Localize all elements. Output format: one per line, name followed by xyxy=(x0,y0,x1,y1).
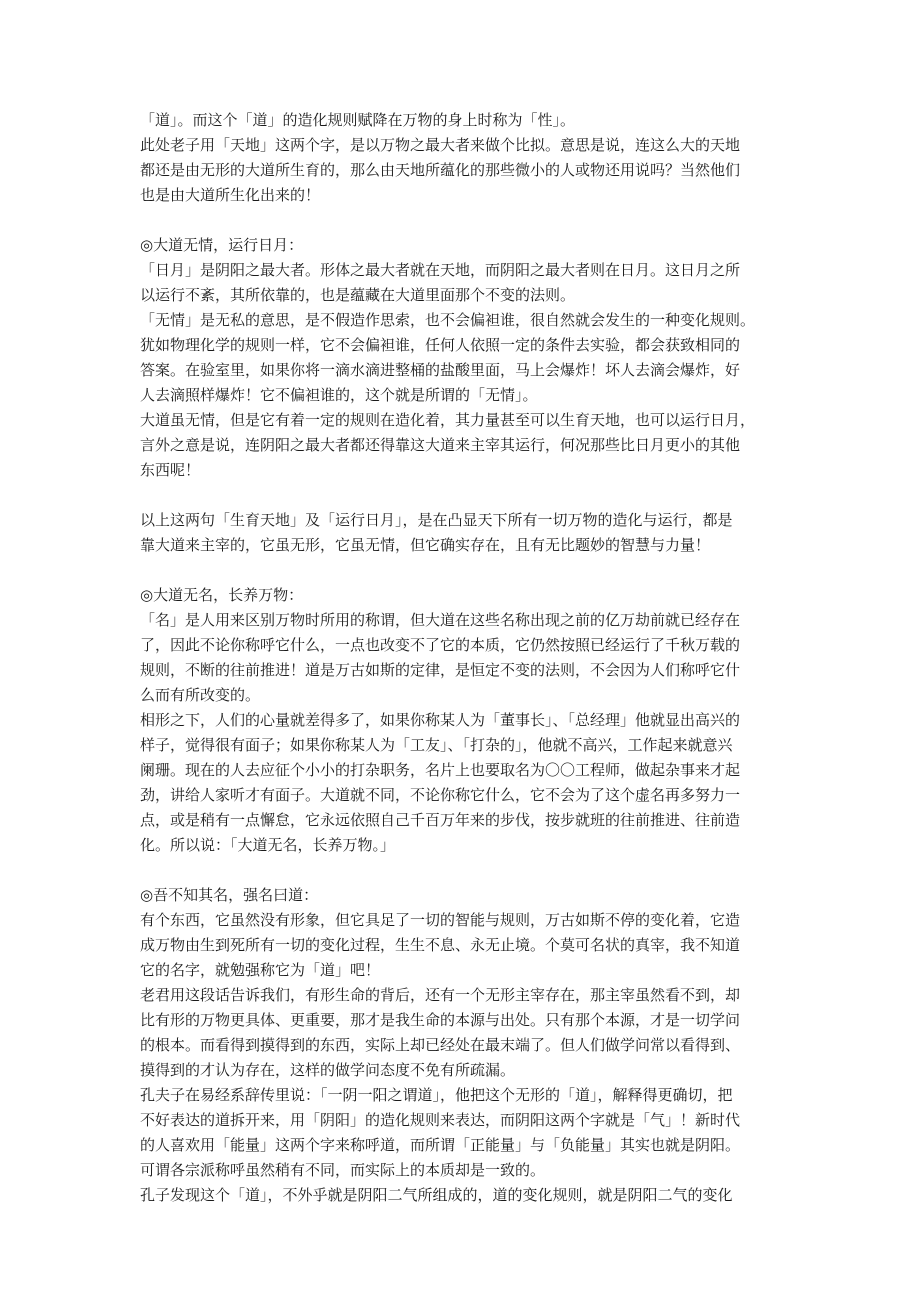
text-line: 劲，讲给人家听才有面子。大道就不同，不论你称它什么，它不会为了这个虚名再多努力一 xyxy=(140,786,741,804)
section-heading: ◎大道无情，运行日月： xyxy=(140,236,304,254)
text-line: 有个东西，它虽然没有形象，但它具足了一切的智能与规则，万古如斯不停的变化着，它造 xyxy=(140,911,741,929)
paragraph-spacer xyxy=(140,858,790,883)
text-line: 的人喜欢用「能量」这两个字来称呼道，而所谓「正能量」与「负能量」其实也就是阴阳。 xyxy=(140,1136,741,1154)
paragraph-spacer xyxy=(140,558,790,583)
text-line: 摸得到的才认为存在，这样的做学问态度不免有所疏漏。 xyxy=(140,1061,516,1079)
paragraph-spacer xyxy=(140,483,790,508)
text-line: 以运行不紊，其所依靠的，也是蕴藏在大道里面那个不变的法则。 xyxy=(140,286,576,304)
text-line: 化。所以说：「大道无名，长养万物。」 xyxy=(140,836,396,854)
text-line: 比有形的万物更具体、更重要，那才是我生命的本源与出处。只有那个本源，才是一切学问 xyxy=(140,1011,741,1029)
text-line: 「名」是人用来区别万物时所用的称谓，但大道在这些名称出现之前的亿万劫前就已经存在 xyxy=(140,611,741,629)
text-line: 「道」。而这个「道」的造化规则赋降在万物的身上时称为「性」。 xyxy=(140,111,576,129)
text-line: 人去滴照样爆炸！它不偏袒谁的，这个就是所谓的「无情」。 xyxy=(140,386,538,404)
text-line: 「日月」是阴阳之最大者。形体之最大者就在天地，而阴阳之最大者则在日月。这日月之所 xyxy=(140,261,741,279)
text-line: 的根本。而看得到摸得到的东西，实际上却已经处在最末端了。但人们做学问常以看得到、 xyxy=(140,1036,741,1054)
paragraph-spacer xyxy=(140,208,790,233)
text-line: 规则，不断的往前推进！道是万古如斯的定律，是恒定不变的法则，不会因为人们称呼它什 xyxy=(140,661,741,679)
text-line: 大道虽无情，但是它有着一定的规则在造化着，其力量甚至可以生育天地，也可以运行日月， xyxy=(140,411,756,429)
text-line: 孔子发现这个「道」，不外乎就是阴阳二气所组成的，道的变化规则，就是阴阳二气的变化 xyxy=(140,1186,733,1204)
text-line: 「无情」是无私的意思，是不假造作思索，也不会偏袒谁，很自然就会发生的一种变化规则。 xyxy=(140,311,756,329)
text-line: 也是由大道所生化出来的！ xyxy=(140,186,321,204)
text-line: 成万物由生到死所有一切的变化过程，生生不息、永无止境。个莫可名状的真宰，我不知道 xyxy=(140,936,741,954)
text-line: 以上这两句「生育天地」及「运行日月」，是在凸显天下所有一切万物的造化与运行，都是 xyxy=(140,511,733,529)
text-line: 靠大道来主宰的，它虽无形，它虽无情，但它确实存在，且有无比题妙的智慧与力量！ xyxy=(140,536,711,554)
text-line: 老君用这段话告诉我们，有形生命的背后，还有一个无形主宰存在，那主宰虽然看不到，却 xyxy=(140,986,741,1004)
text-line: 它的名字，就勉强称它为「道」吧！ xyxy=(140,961,381,979)
text-line: 东西呢！ xyxy=(140,461,201,479)
text-line: 了，因此不论你称呼它什么，一点也改变不了它的本质，它仍然按照已经运行了千秋万载的 xyxy=(140,636,741,654)
section-heading: ◎大道无名，长养万物： xyxy=(140,586,304,604)
text-line: 么而有所改变的。 xyxy=(140,686,261,704)
section-heading: ◎吾不知其名，强名曰道： xyxy=(140,886,319,904)
text-line: 犹如物理化学的规则一样，它不会偏袒谁，任何人依照一定的条件去实验，都会获致相同的 xyxy=(140,336,741,354)
text-line: 言外之意是说，连阴阳之最大者都还得靠这大道来主宰其运行，何况那些比日月更小的其他 xyxy=(140,436,741,454)
text-line: 都还是由无形的大道所生育的，那么由天地所蕴化的那些微小的人或物还用说吗？当然他们 xyxy=(140,161,741,179)
text-line: 点，或是稍有一点懈怠，它永远依照自己千百万年来的步伐，按步就班的往前推进、往前造 xyxy=(140,811,741,829)
text-line: 此处老子用「天地」这两个字，是以万物之最大者来做个比拟。意思是说，连这么大的天地 xyxy=(140,136,741,154)
text-line: 相形之下，人们的心量就差得多了，如果你称某人为「董事长」、「总经理」他就显出高兴的 xyxy=(140,711,741,729)
text-line: 孔夫子在易经系辞传里说：「一阴一阳之谓道」，他把这个无形的「道」，解释得更确切，把 xyxy=(140,1086,733,1104)
text-line: 样子，觉得很有面子；如果你称某人为「工友」、「打杂的」，他就不高兴，工作起来就意兴 xyxy=(140,736,733,754)
text-line: 可谓各宗派称呼虽然稍有不同，而实际上的本质却是一致的。 xyxy=(140,1161,546,1179)
document-body xyxy=(140,108,790,1208)
text-line: 阑珊。现在的人去应征个小小的打杂职务，名片上也要取名为〇〇工程师，做起杂事来才起 xyxy=(140,761,741,779)
text-line: 不好表达的道拆开来，用「阴阳」的造化规则来表达，而阴阳这两个字就是「气」！新时代 xyxy=(140,1111,741,1129)
text-line: 答案。在验室里，如果你将一滴水滴进整桶的盐酸里面，马上会爆炸！坏人去滴会爆炸，好 xyxy=(140,361,741,379)
